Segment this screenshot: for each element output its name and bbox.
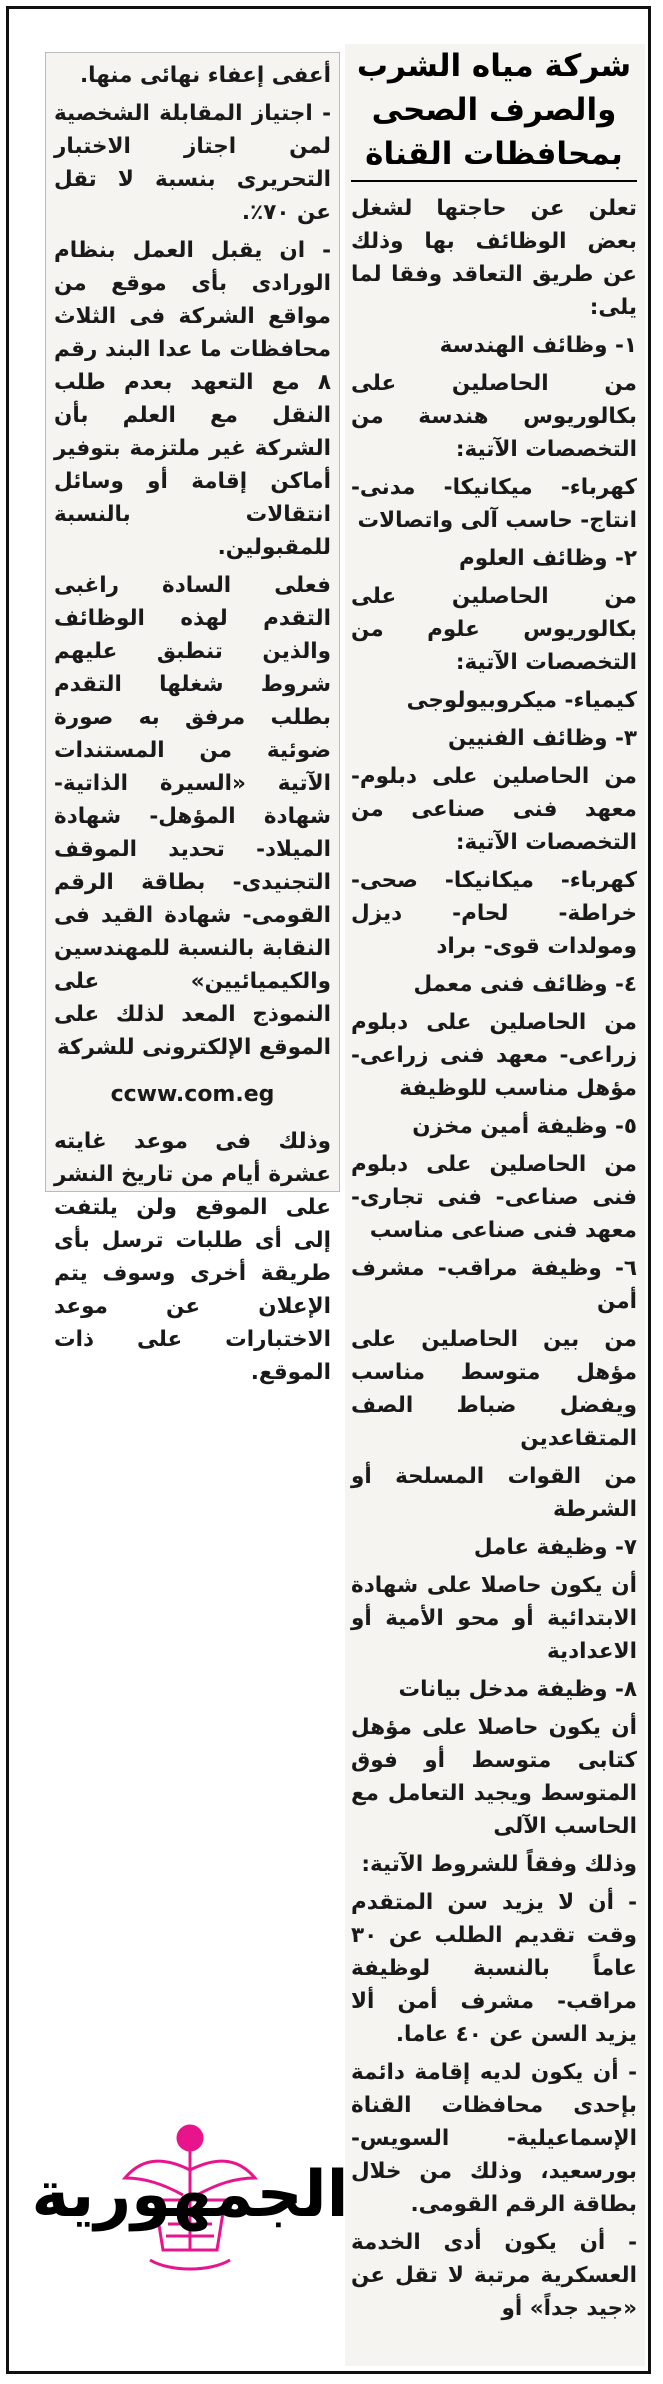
condition-item: - ان يقبل العمل بنظام الورادى بأى موقع من مواقع الشركة فى الثلاث محافظات ما عدا البند رقم ٨ مع التعهد بعدم طلب النقل مع العلم بأن الشركة غير ملتزمة بتوفير أماكن إقامة أو وسائل انتقالات بالنسبة للمقبولين. (54, 238, 331, 560)
newspaper-logo (31, 2100, 349, 2290)
paragraph: من الحاصلين على بكالوريوس علوم من التخصصات الآتية: (351, 584, 637, 675)
section-heading: ٢- وظائف العلوم (459, 546, 637, 571)
section-heading: ٥- وظيفة أمين مخزن (412, 1114, 637, 1139)
ad-headline (351, 44, 637, 182)
deadline-note: وذلك فى موعد غايته عشرة أيام من تاريخ النشر على الموقع ولن يلتفت إلى أى طلبات ترسل بأى طريقة أخرى وسوف يتم الإعلان عن موعد الاختبارات على ذات الموقع. (54, 1129, 331, 1385)
paragraph: كهرباء- ميكانيكا- مدنى- انتاج- حاسب آلى واتصالات (351, 475, 637, 533)
left-column (45, 52, 340, 1385)
application-instructions: فعلى السادة راغبى التقدم لهذه الوظائف والذين تنطبق عليهم شروط شغلها التقدم بطلب مرفق به صورة ضوئية من المستندات الآتية «السيرة الذاتية- شهادة المؤهل- شهادة الميلاد- تحديد الموقف التجنيدى- بطاقة الرقم القومى- شهادة القيد فى النقابة بالنسبة للمهندسين والكيميائيين» على النموذج المعد لذلك على الموقع الإلكترونى للشركة (54, 573, 331, 1060)
condition-item: - أن يكون لديه إقامة دائمة بإحدى محافظات القناة الإسماعيلية- السويس- بورسعيد، وذلك من خلال بطاقة الرقم القومى. (351, 2060, 637, 2217)
section-heading: ٦- وظيفة مراقب- مشرف أمن (351, 1256, 637, 1314)
right-column (345, 44, 645, 2366)
paragraph: أن يكون حاصلا على شهادة الابتدائية أو محو الأمية أو الاعدادية (351, 1573, 637, 1664)
paragraph: تعلن عن حاجتها لشغل بعض الوظائف بها وذلك عن طريق التعاقد وفقا لما يلى: (351, 196, 637, 320)
newspaper-logo-text: الجمهورية (31, 2158, 349, 2232)
paragraph: كهرباء- ميكانيكا- صحى- خراطة- لحام- ديزل ومولدات قوى- براد (351, 868, 637, 959)
condition-item: - اجتياز المقابلة الشخصية لمن اجتاز الاختبار التحريرى بنسبة لا تقل عن ٧٠٪. (54, 101, 331, 225)
paragraph: أن يكون حاصلا على مؤهل كتابى متوسط أو فوق المتوسط ويجيد التعامل مع الحاسب الآلى (351, 1715, 637, 1839)
section-heading: ٣- وظائف الفنيين (448, 726, 637, 751)
paragraph: من الحاصلين على بكالوريوس هندسة من التخصصات الآتية: (351, 371, 637, 462)
website-address: ccww.com.eg (110, 1082, 275, 1107)
condition-item: - أن يكون أدى الخدمة العسكرية مرتبة لا تقل عن «جيد جداً» أو (351, 2230, 637, 2321)
conditions-heading: وذلك وفقاً للشروط الآتية: (361, 1852, 637, 1877)
paragraph: من الحاصلين على دبلوم زراعى- معهد فنى زراعى- مؤهل مناسب للوظيفة (351, 1010, 637, 1101)
headline-line-3: بمحافظات القناة (365, 136, 623, 172)
headline-line-1: شركة مياه الشرب (356, 48, 632, 84)
section-heading: ٤- وظائف فنى معمل (413, 972, 637, 997)
section-heading: ٧- وظيفة عامل (473, 1535, 637, 1560)
section-heading: ١- وظائف الهندسة (439, 333, 637, 358)
paragraph: من بين الحاصلين على مؤهل متوسط مناسب ويفضل ضباط الصف المتقاعدين (351, 1327, 637, 1451)
paragraph: كيمياء- ميكروبيولوجى (406, 688, 637, 713)
paragraph: من الحاصلين على دبلوم فنى صناعى- فنى تجارى- معهد فنى صناعى مناسب (351, 1152, 637, 1243)
paragraph: أعفى إعفاء نهائى منها. (79, 63, 331, 88)
section-heading: ٨- وظيفة مدخل بيانات (398, 1677, 637, 1702)
paragraph: من الحاصلين على دبلوم- معهد فنى صناعى من التخصصات الآتية: (351, 764, 637, 855)
paragraph: من القوات المسلحة أو الشرطة (351, 1464, 637, 1522)
headline-line-2: والصرف الصحى (371, 92, 617, 128)
condition-item: - أن لا يزيد سن المتقدم وقت تقديم الطلب عن ٣٠ عاماً بالنسبة لوظيفة مراقب- مشرف أمن ألا يزيد السن عن ٤٠ عاما. (351, 1890, 637, 2047)
